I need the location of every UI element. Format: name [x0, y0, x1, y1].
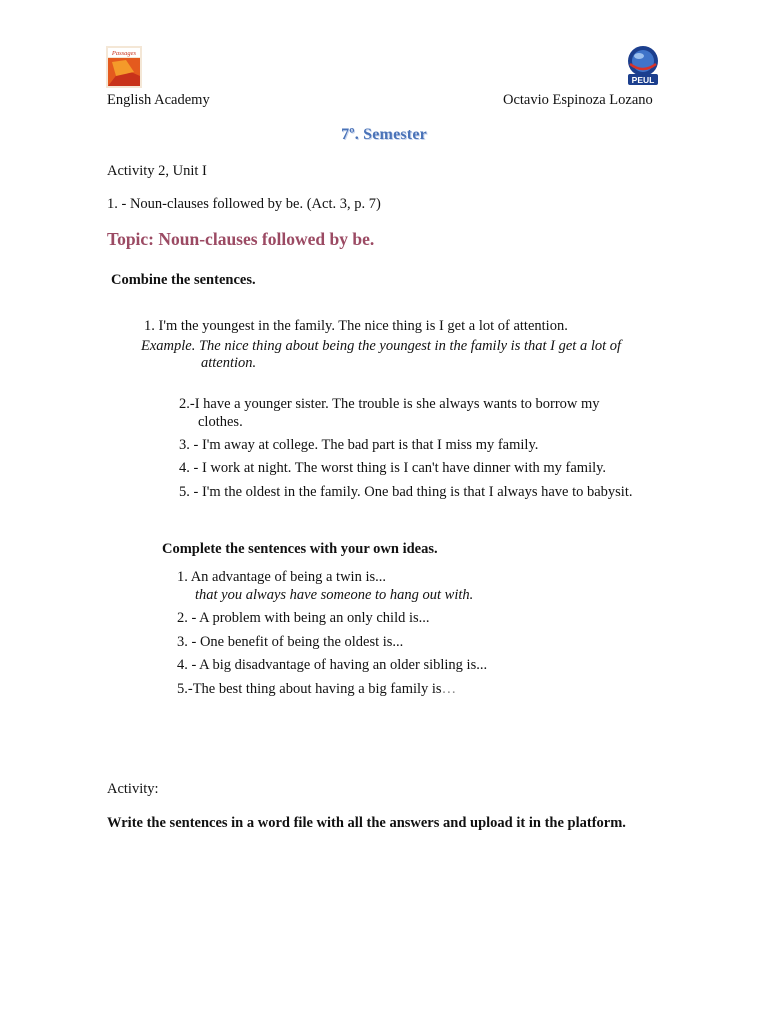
complete-item-3: 3. - One benefit of being the oldest is... — [177, 634, 404, 650]
instruction-text: Write the sentences in a word file with all the answers and upload it in the platform. — [107, 815, 626, 831]
academy-label: English Academy — [107, 92, 210, 108]
passages-logo — [106, 46, 142, 88]
combine-item-5: 5. - I'm the oldest in the family. One bad thing is that I always have to babysit. — [179, 484, 633, 500]
svg-text:PEUL: PEUL — [631, 75, 655, 85]
complete-item-4: 4. - A big disadvantage of having an older sibling is... — [177, 657, 488, 673]
combine-item-3: 3. - I'm away at college. The bad part is that I miss my family. — [179, 437, 539, 453]
activity-unit: Activity 2, Unit I — [107, 163, 207, 179]
complete-item-2: 2. - A problem with being an only child is... — [177, 610, 430, 626]
complete-heading: Complete the sentences with your own ideas. — [162, 541, 438, 557]
ellipsis: … — [441, 681, 457, 697]
example-line-1: Example. The nice thing about being the youngest in the family is that I get a lot of — [141, 338, 622, 354]
combine-item-2: 2.-I have a younger sister. The trouble is she always wants to borrow my — [179, 396, 600, 412]
author-name: Octavio Espinoza Lozano — [503, 92, 653, 108]
combine-item-4: 4. - I work at night. The worst thing is I can't have dinner with my family. — [179, 460, 607, 476]
activity-label: Activity: — [107, 781, 159, 797]
complete-item-5-text: 5.-The best thing about having a big family is — [177, 681, 442, 697]
semester-title: 7º. Semester — [341, 126, 427, 143]
reference-line: 1. - Noun-clauses followed by be. (Act. 3, p. 7) — [107, 196, 381, 212]
complete-item-1-answer: that you always have someone to hang out with. — [195, 587, 474, 603]
combine-item-1: 1. I'm the youngest in the family. The nice thing is I get a lot of attention. — [144, 318, 568, 334]
example-line-2: attention. — [201, 355, 257, 371]
combine-item-2-cont: clothes. — [198, 414, 243, 430]
complete-item-5 — [177, 681, 456, 698]
combine-heading: Combine the sentences. — [111, 272, 256, 288]
peul-logo — [624, 44, 662, 88]
complete-item-1: 1. An advantage of being a twin is... — [177, 569, 386, 585]
svg-text:Passages: Passages — [111, 50, 137, 57]
topic-heading: Topic: Noun-clauses followed by be. — [107, 229, 375, 249]
